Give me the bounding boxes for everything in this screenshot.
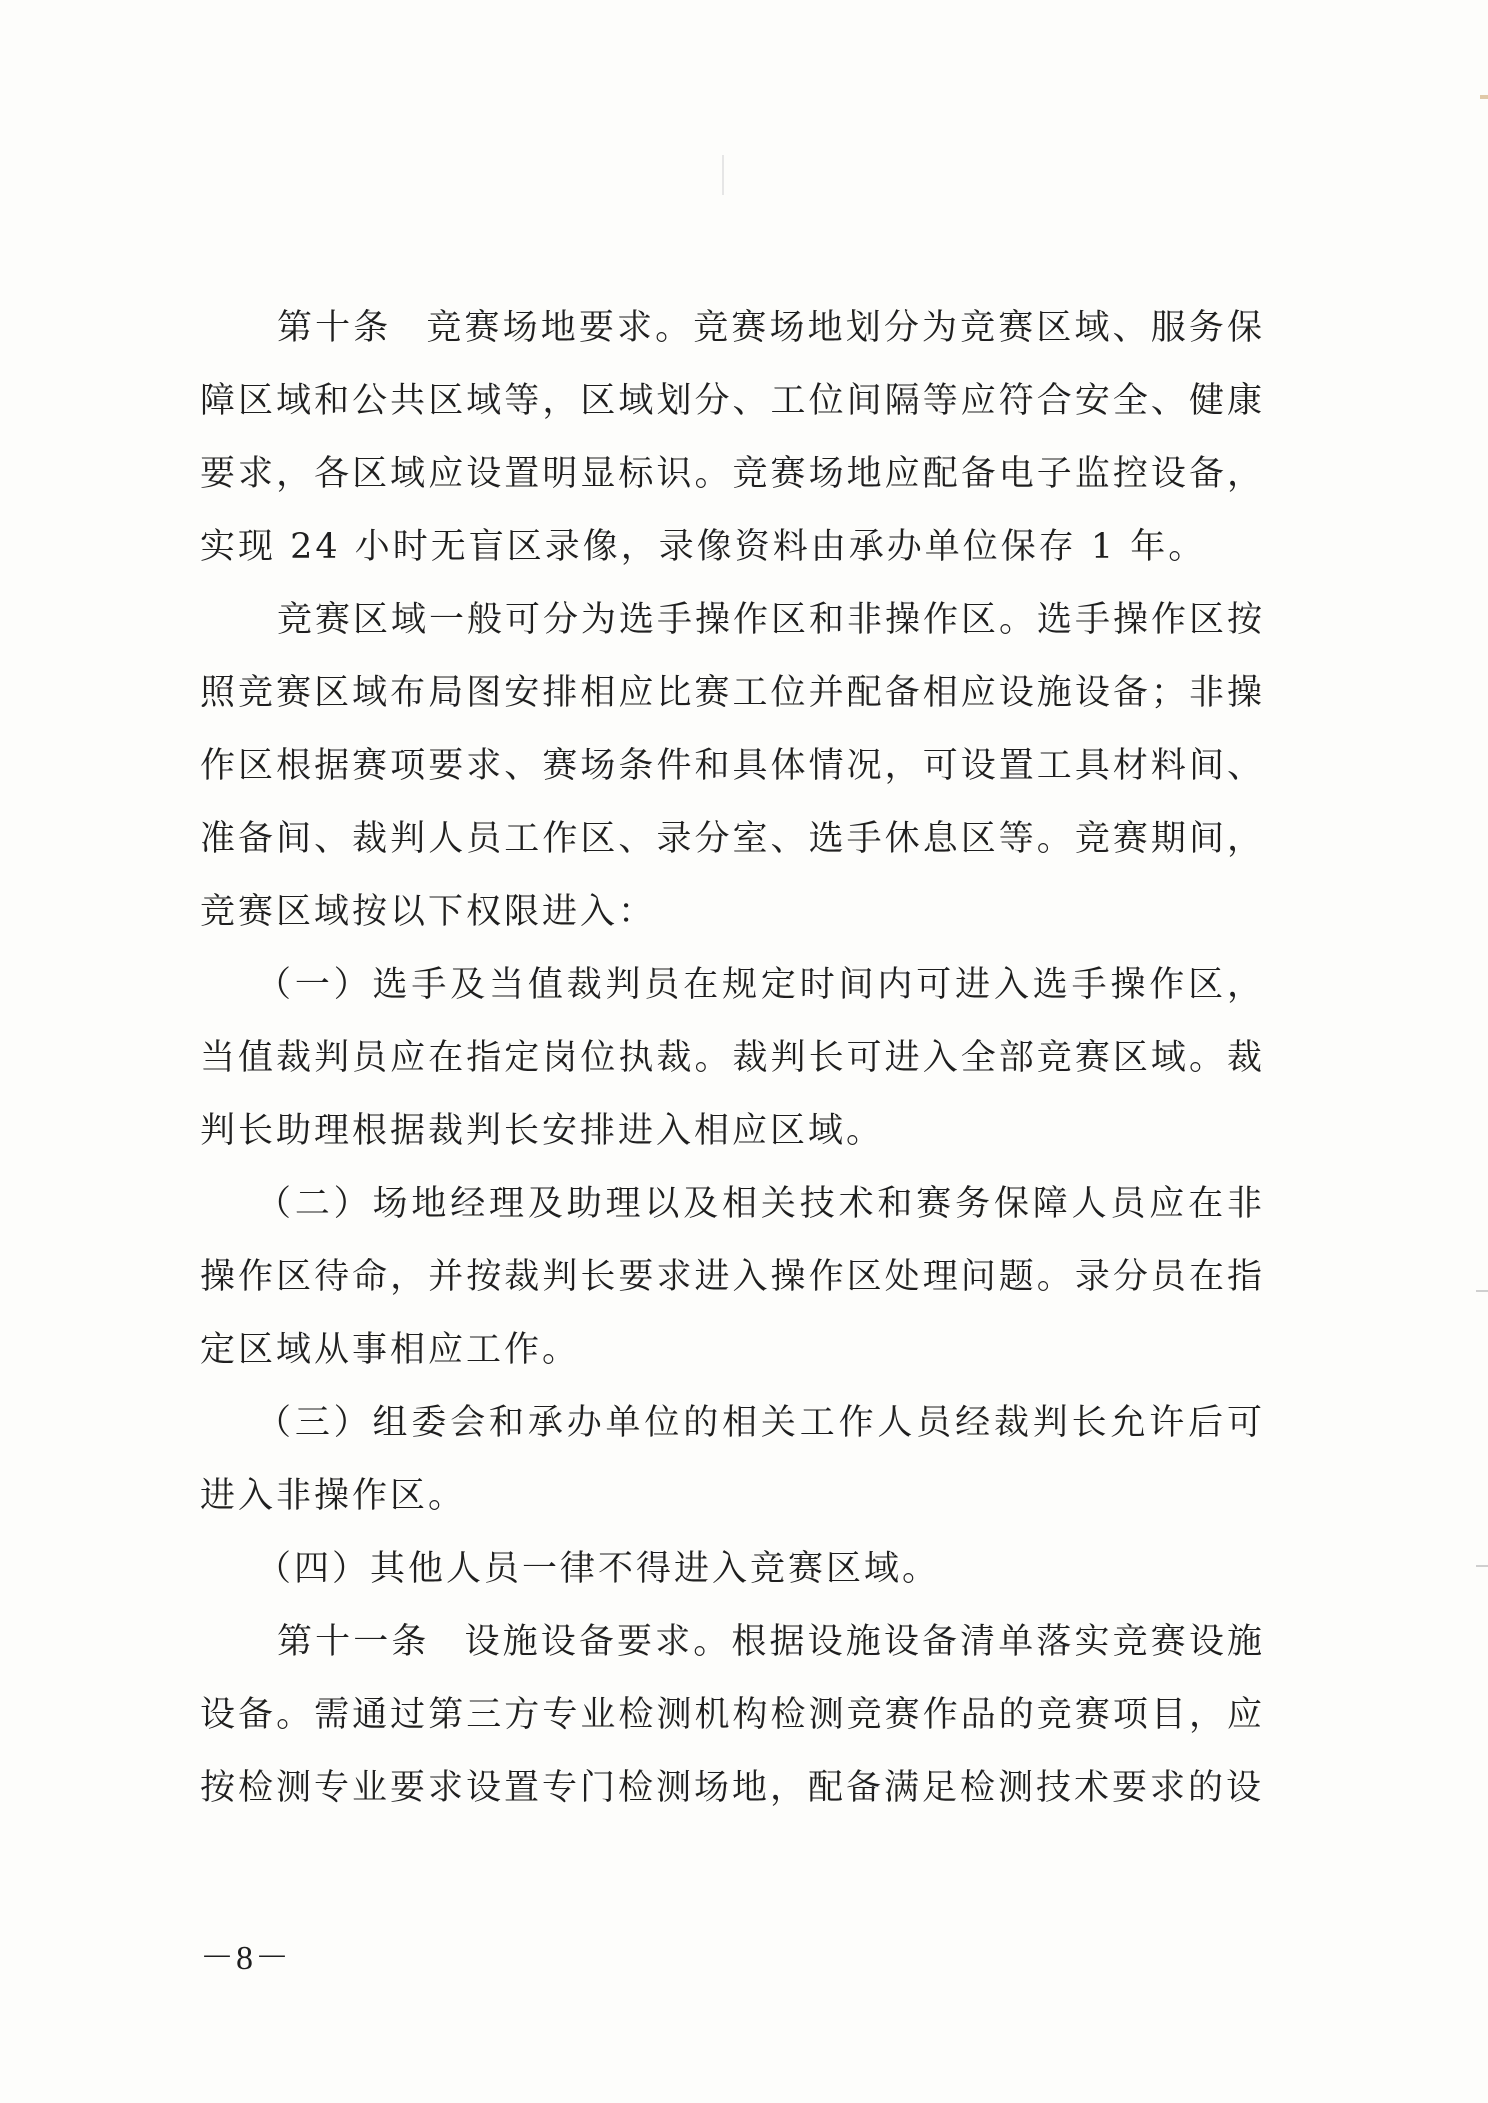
document-body xyxy=(200,292,1265,1825)
scan-mark xyxy=(722,155,724,195)
article-number: 第十条 xyxy=(277,308,392,348)
item-1-paragraph xyxy=(200,949,1265,1168)
paragraph-text: 竞赛区域一般可分为选手操作区和非操作区。选手操作区按照竞赛区域布局图安排相应比赛工位并配备相应设施设备；非操作区根据赛项要求、赛场条件和具体情况，可设置工具材料间、准备间、裁判人员工作区、录分室、选手休息区等。竞赛期间，竞赛区域按以下权限进入： xyxy=(200,600,1266,932)
article-number: 第十一条 xyxy=(277,1622,430,1662)
competition-area-paragraph xyxy=(200,584,1265,949)
paragraph-text: （二）场地经理及助理以及相关技术和赛务保障人员应在非操作区待命，并按裁判长要求进入操作区处理问题。录分员在指定区域从事相应工作。 xyxy=(200,1184,1265,1370)
item-4-paragraph xyxy=(200,1533,1265,1606)
paragraph-text: 设施设备要求。根据设施设备清单落实竞赛设施设备。需通过第三方专业检测机构检测竞赛作品的竞赛项目，应按检测专业要求设置专门检测场地，配备满足检测技术要求的设 xyxy=(200,1622,1265,1808)
article-11-paragraph xyxy=(200,1606,1265,1825)
page-number: －8－ xyxy=(200,1940,291,1977)
item-2-paragraph xyxy=(200,1168,1265,1387)
scan-mark xyxy=(1480,95,1488,99)
paragraph-text: （三）组委会和承办单位的相关工作人员经裁判长允许后可进入非操作区。 xyxy=(200,1403,1265,1516)
scan-mark xyxy=(1476,1565,1488,1567)
scan-mark xyxy=(1476,1290,1488,1292)
item-3-paragraph xyxy=(200,1387,1265,1533)
paragraph-text: （四）其他人员一律不得进入竞赛区域。 xyxy=(256,1549,941,1589)
paragraph-text: （一）选手及当值裁判员在规定时间内可进入选手操作区，当值裁判员应在指定岗位执裁。裁判长可进入全部竞赛区域。裁判长助理根据裁判长安排进入相应区域。 xyxy=(200,965,1265,1151)
article-10-paragraph xyxy=(200,292,1265,584)
paragraph-text: 竞赛场地要求。竞赛场地划分为竞赛区域、服务保障区域和公共区域等，区域划分、工位间隔等应符合安全、健康要求，各区域应设置明显标识。竞赛场地应配备电子监控设备，实现 24 小时无盲区录像，录像资料由承办单位保存 1 年。 xyxy=(200,308,1265,567)
